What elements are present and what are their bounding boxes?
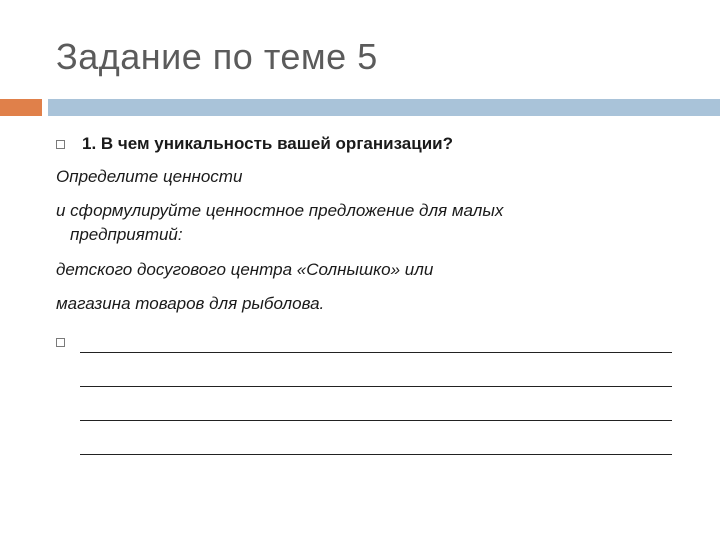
bullet-square-icon [56,338,65,347]
answer-blank-line[interactable] [80,352,672,353]
instruction-line-2: и сформулируйте ценностное предложение для малых [56,201,504,220]
answer-blank-line[interactable] [80,420,672,421]
instruction-line-4: детского досугового центра «Солнышко» или [56,260,434,279]
bullet-square-icon [56,140,65,149]
instruction-line-1: Определите ценности [56,167,243,186]
question-text: 1. В чем уникальность вашей организации? [82,134,453,153]
slide-title: Задание по теме 5 [56,36,378,77]
answer-blank-line[interactable] [80,454,672,455]
accent-bar-orange [0,99,42,116]
answer-blank-line[interactable] [80,386,672,387]
instruction-line-3: предприятий: [70,225,183,244]
accent-bar-blue [48,99,720,116]
accent-bar [0,99,720,116]
instruction-line-5: магазина товаров для рыболова. [56,294,325,313]
